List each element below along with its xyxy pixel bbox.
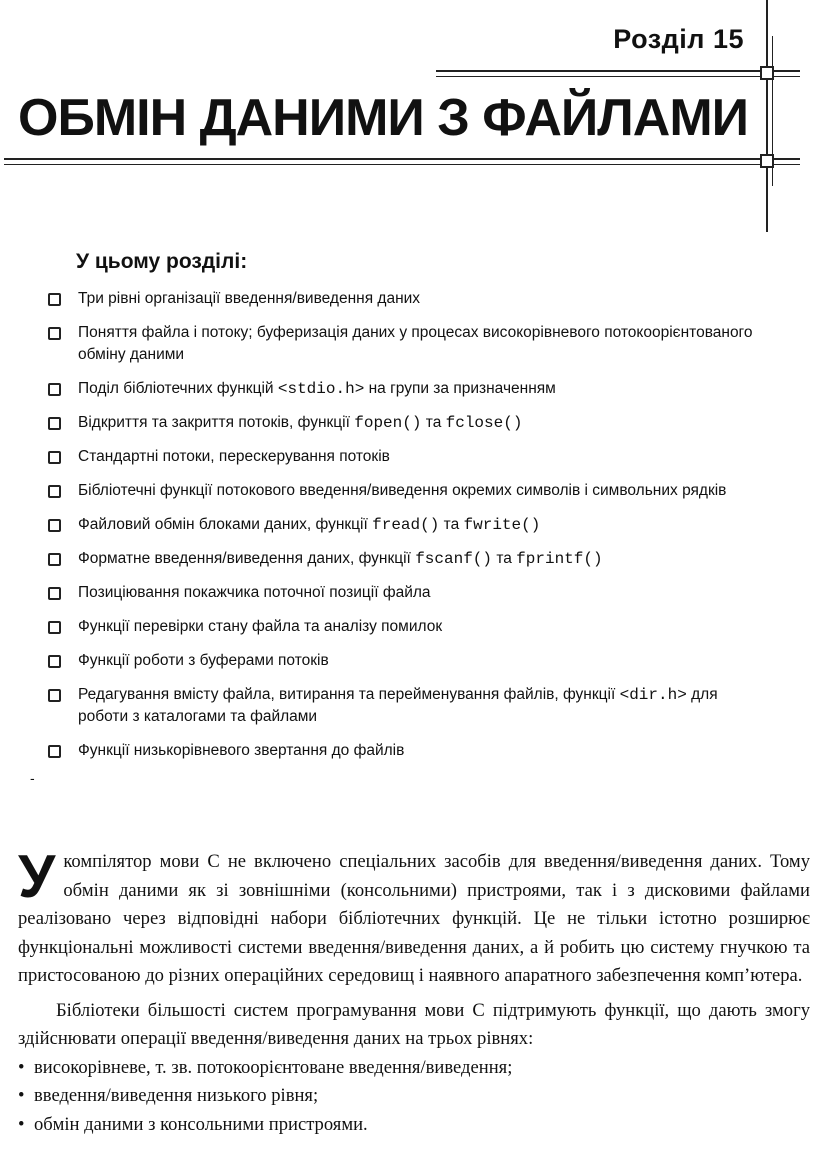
list-item: • введення/виведення низького рівня;: [18, 1082, 810, 1111]
toc-item-text: та: [425, 414, 442, 431]
header-vertical-rule: [766, 0, 768, 232]
toc-item-code: fread(): [372, 516, 440, 534]
toc-item: [48, 740, 758, 762]
toc-item-text: Стандартні потоки, перескерування потоків: [78, 448, 390, 465]
corner-mark-top: [760, 66, 774, 80]
checkbox-icon: [48, 451, 61, 464]
toc-item-text: Форматне введення/виведення даних, функції: [78, 550, 411, 567]
checkbox-icon: [48, 485, 61, 498]
intro-paragraph-text: компілятор мови C не включено спеціальних засобів для введення/виведення даних. Тому обмін даними як зі зовнішніми (консольними) пристроями, так і з дисковими файлами реалізовано через відповідні набори бібліотечних функцій. Це не тільки істотно розширює функціональні можливості системи введення/виведення даних, а й робить цю систему гнучкою та пристосованою до різних операційних середовищ і наявного апаратного забезпечення комп’ютера.: [18, 851, 810, 986]
toc-item-text: Файловий обмін блоками даних, функції: [78, 516, 368, 533]
toc-item: [48, 650, 758, 672]
list-item: • обмін даними з консольними пристроями.: [18, 1111, 810, 1140]
checkbox-icon: [48, 519, 61, 532]
corner-mark-bottom: [760, 154, 774, 168]
checkbox-icon: [48, 293, 61, 306]
header-rule-top: [436, 70, 800, 72]
toc-item: [48, 684, 758, 728]
toc-item-text: та: [496, 550, 512, 567]
toc-item-code: fscanf(): [415, 550, 492, 568]
checkbox-icon: [48, 417, 61, 430]
checkbox-icon: [48, 327, 61, 340]
body-text: [18, 843, 810, 1139]
toc-item: [48, 548, 758, 570]
checkbox-icon: [48, 621, 61, 634]
toc-item: [48, 288, 758, 310]
toc-item-text: Поділ бібліотечних функцій: [78, 380, 274, 397]
toc-item: [48, 616, 758, 638]
toc-item: [48, 514, 758, 536]
toc-item: [48, 412, 758, 434]
toc-item: [48, 446, 758, 468]
toc-item-code: fclose(): [445, 414, 523, 432]
checkbox-icon: [48, 383, 61, 396]
checkbox-icon: [48, 553, 61, 566]
toc-item-code: <dir.h>: [619, 686, 687, 704]
toc-item-text: Функції роботи з буферами потоків: [78, 652, 329, 669]
toc-item-text: Позиціювання покажчика поточної позиції файла: [78, 584, 431, 601]
header-rule-top-thin: [436, 76, 800, 77]
chapter-title: ОБМІН ДАНИМИ З ФАЙЛАМИ: [18, 89, 749, 147]
toc-item: [48, 378, 758, 400]
toc-item-text: Відкриття та закриття потоків, функції: [78, 414, 350, 431]
toc-item-code: fprintf(): [516, 550, 603, 568]
list-item: • високорівневе, т. зв. потокоорієнтоване введення/виведення;: [18, 1054, 810, 1083]
header-rule-bottom-thin: [4, 164, 800, 165]
toc-list: [48, 288, 758, 774]
toc-item-code: fwrite(): [463, 516, 541, 534]
toc-item-code: fopen(): [354, 414, 422, 432]
toc-item-text: для роботи з каталогами та файлами: [78, 686, 718, 725]
checkbox-icon: [48, 689, 61, 702]
checkbox-icon: [48, 587, 61, 600]
intro-paragraph: [18, 843, 810, 991]
toc-item-text: Три рівні організації введення/виведення даних: [78, 290, 421, 307]
toc-item-text: та: [443, 516, 460, 533]
toc-item-text: Бібліотечні функції потокового введення/виведення окремих символів і символьних рядків: [78, 482, 727, 499]
toc-item-code: <stdio.h>: [277, 380, 365, 398]
toc-item: [48, 322, 758, 366]
toc-item-text: на групи за призначенням: [368, 380, 556, 397]
header-rule-bottom: [4, 158, 800, 160]
toc-item-text: Функції низькорівневого звертання до файлів: [78, 742, 405, 759]
chapter-label: Розділ 15: [613, 24, 744, 54]
toc-item: [48, 480, 758, 502]
second-paragraph: Бібліотеки більшості систем програмування мови C підтримують функції, що дають змогу здійснювати операції введення/виведення даних на трьох рівнях:: [18, 999, 810, 1049]
toc-item-text: Функції перевірки стану файла та аналізу помилок: [78, 618, 443, 635]
drop-cap: У: [18, 843, 56, 910]
checkbox-icon: [48, 655, 61, 668]
stray-dash-mark: -: [30, 770, 35, 786]
toc-item: [48, 582, 758, 604]
toc-item-text: Редагування вмісту файла, витирання та перейменування файлів, функції: [78, 686, 616, 703]
toc-item-text: Поняття файла і потоку; буферизація даних у процесах високорівневого потокоорієнтованого обміну даними: [78, 324, 753, 363]
levels-list: [18, 1054, 810, 1140]
toc-heading: У цьому розділі:: [76, 250, 248, 273]
checkbox-icon: [48, 745, 61, 758]
